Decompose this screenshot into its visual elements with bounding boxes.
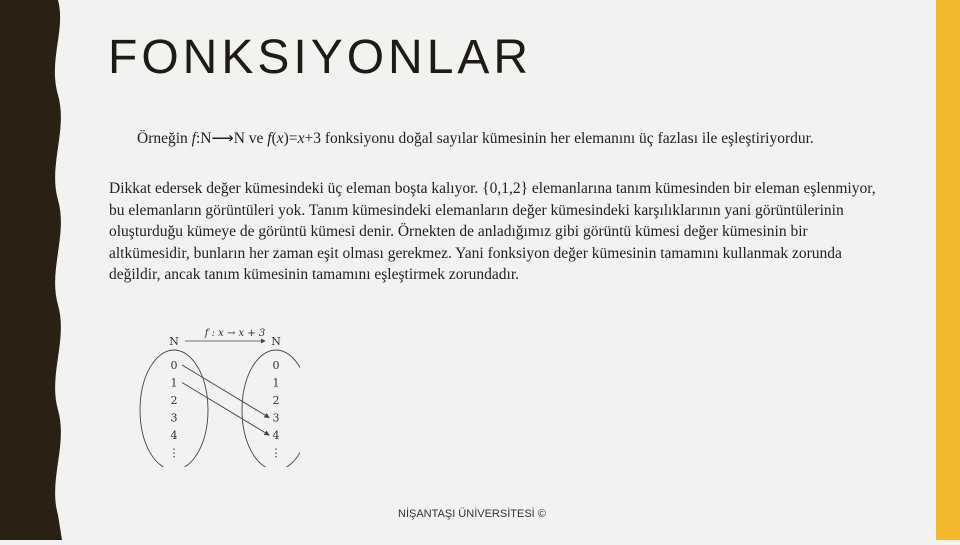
intro-sentence: Örneğin f:N⟶N ve f(x)=x+3 fonksiyonu doğal sayılar kümesinin her elemanını üç fazlası ile eşleştiriyordur. [137,130,814,147]
codomain-element: 2 [272,394,280,407]
intro-equals: )= [283,130,298,147]
intro-prefix: Örneğin [137,130,192,147]
domain-element: 3 [170,411,178,425]
intro-f-notation: f [191,130,196,147]
left-decorative-band [0,0,70,540]
domain-set-label: N [169,335,179,348]
codomain-element: 0 [272,359,280,372]
intro-suffix: +3 fonksiyonu doğal sayılar kümesinin her elemanını üç fazlası ile eşleştiriyordur. [304,130,814,147]
intro-x2: x [297,130,305,147]
slide-title: FONKSIYONLAR [108,31,533,84]
domain-element: 0 [170,359,178,372]
body-paragraph: Dikkat edersek değer kümesindeki üç eleman boşta kalıyor. {0,1,2} elemanlarına tanım kümesinden bir eleman eşlenmiyor, bu elemanların görüntüleri yok. Tanım kümesindeki elemanların değer kümesindeki karşılıklarının yani görüntülerinin oluşturduğu kümeye de görüntü kümesi denir. Örnekten de anladığımız gibi görüntü kümesi değer kümesinin bir altkümesidir, bunların her zaman eşit olması gerekmez. Yani fonksiyon değer kümesinin tamamını kullanmak zorunda değildir, ancak tanım kümesinin tamamını eşleştirmek zorundadır. [109,180,876,283]
codomain-element: ⋮ [270,446,282,460]
domain-element: 1 [170,376,178,390]
codomain-element: 1 [272,376,280,390]
codomain-set-label: N [271,335,281,348]
intro-x1: x [276,130,284,147]
domain-element: ⋮ [168,446,180,460]
domain-element: 2 [170,394,178,407]
domain-element: 4 [170,429,178,442]
codomain-element: 3 [272,411,280,425]
intro-mapping: :N⟶N ve [195,130,268,147]
footer-university: NİŞANTAŞI ÜNİVERSİTESİ © [398,508,546,520]
right-accent-band [936,0,960,540]
function-mapping-diagram [125,322,300,472]
mapping-arrow [182,365,269,418]
mapping-arrow [182,383,269,436]
intro-f-call: f [267,130,272,147]
codomain-element: 4 [272,429,280,442]
function-label: f : x → x + 3 [204,328,266,339]
